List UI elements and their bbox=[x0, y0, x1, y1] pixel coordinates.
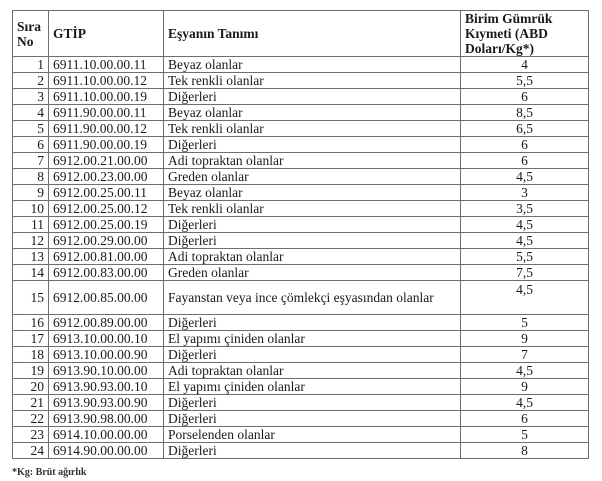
row-number: 23 bbox=[13, 427, 49, 443]
gtip-code: 6912.00.25.00.19 bbox=[49, 217, 164, 233]
row-number: 4 bbox=[13, 105, 49, 121]
table-row bbox=[13, 427, 589, 443]
table-row bbox=[13, 169, 589, 185]
customs-value-table bbox=[12, 10, 589, 459]
gtip-code: 6913.10.00.00.10 bbox=[49, 331, 164, 347]
table-row bbox=[13, 411, 589, 427]
description: Tek renkli olanlar bbox=[164, 73, 461, 89]
description: Diğerleri bbox=[164, 233, 461, 249]
table-row bbox=[13, 265, 589, 281]
unit-value: 5,5 bbox=[461, 249, 589, 265]
description: Diğerleri bbox=[164, 411, 461, 427]
unit-value: 7 bbox=[461, 347, 589, 363]
gtip-code: 6912.00.25.00.11 bbox=[49, 185, 164, 201]
row-number: 6 bbox=[13, 137, 49, 153]
gtip-code: 6912.00.85.00.00 bbox=[49, 281, 164, 315]
gtip-code: 6911.10.00.00.11 bbox=[49, 57, 164, 73]
row-number: 7 bbox=[13, 153, 49, 169]
table-row bbox=[13, 379, 589, 395]
row-number: 1 bbox=[13, 57, 49, 73]
gtip-code: 6913.90.93.00.90 bbox=[49, 395, 164, 411]
description: Adi topraktan olanlar bbox=[164, 249, 461, 265]
unit-value: 6 bbox=[461, 89, 589, 105]
unit-value: 6 bbox=[461, 411, 589, 427]
table-row bbox=[13, 73, 589, 89]
gtip-code: 6913.90.10.00.00 bbox=[49, 363, 164, 379]
unit-value: 4 bbox=[461, 57, 589, 73]
table-row bbox=[13, 443, 589, 459]
gtip-code: 6911.10.00.00.19 bbox=[49, 89, 164, 105]
gtip-code: 6913.10.00.00.90 bbox=[49, 347, 164, 363]
description: Diğerleri bbox=[164, 443, 461, 459]
description: Tek renkli olanlar bbox=[164, 201, 461, 217]
unit-value: 5,5 bbox=[461, 73, 589, 89]
unit-value: 3 bbox=[461, 185, 589, 201]
table-row bbox=[13, 105, 589, 121]
row-number: 15 bbox=[13, 281, 49, 315]
gtip-code: 6911.10.00.00.12 bbox=[49, 73, 164, 89]
gtip-code: 6912.00.29.00.00 bbox=[49, 233, 164, 249]
table-row bbox=[13, 57, 589, 73]
gtip-code: 6911.90.00.00.19 bbox=[49, 137, 164, 153]
unit-value: 6,5 bbox=[461, 121, 589, 137]
table-row bbox=[13, 331, 589, 347]
gtip-code: 6913.90.98.00.00 bbox=[49, 411, 164, 427]
header-unit-customs-value: Birim Gümrük Kıymeti (ABD Doları/Kg*) bbox=[461, 11, 589, 57]
description: Diğerleri bbox=[164, 137, 461, 153]
table-row bbox=[13, 249, 589, 265]
gtip-code: 6912.00.81.00.00 bbox=[49, 249, 164, 265]
row-number: 5 bbox=[13, 121, 49, 137]
row-number: 11 bbox=[13, 217, 49, 233]
description: Diğerleri bbox=[164, 89, 461, 105]
description: Greden olanlar bbox=[164, 169, 461, 185]
unit-value: 4,5 bbox=[461, 169, 589, 185]
row-number: 16 bbox=[13, 315, 49, 331]
table-row bbox=[13, 281, 589, 315]
description: Diğerleri bbox=[164, 395, 461, 411]
unit-value: 7,5 bbox=[461, 265, 589, 281]
row-number: 12 bbox=[13, 233, 49, 249]
gtip-code: 6912.00.25.00.12 bbox=[49, 201, 164, 217]
table-row bbox=[13, 185, 589, 201]
description: Porselenden olanlar bbox=[164, 427, 461, 443]
table-row bbox=[13, 315, 589, 331]
unit-value: 5 bbox=[461, 427, 589, 443]
gtip-code: 6914.90.00.00.00 bbox=[49, 443, 164, 459]
unit-value: 6 bbox=[461, 137, 589, 153]
row-number: 13 bbox=[13, 249, 49, 265]
row-number: 17 bbox=[13, 331, 49, 347]
description: Beyaz olanlar bbox=[164, 105, 461, 121]
unit-value: 9 bbox=[461, 379, 589, 395]
row-number: 3 bbox=[13, 89, 49, 105]
unit-value: 5 bbox=[461, 315, 589, 331]
footnote: *Kg: Brüt ağırlık bbox=[12, 467, 87, 478]
table-row bbox=[13, 395, 589, 411]
header-description: Eşyanın Tanımı bbox=[164, 11, 461, 57]
unit-value: 3,5 bbox=[461, 201, 589, 217]
gtip-code: 6912.00.23.00.00 bbox=[49, 169, 164, 185]
table-body bbox=[13, 57, 589, 459]
unit-value: 9 bbox=[461, 331, 589, 347]
description: Beyaz olanlar bbox=[164, 57, 461, 73]
description: Tek renkli olanlar bbox=[164, 121, 461, 137]
description: Greden olanlar bbox=[164, 265, 461, 281]
row-number: 9 bbox=[13, 185, 49, 201]
table-row bbox=[13, 347, 589, 363]
unit-value: 8,5 bbox=[461, 105, 589, 121]
table-row bbox=[13, 201, 589, 217]
description: Diğerleri bbox=[164, 217, 461, 233]
description: Adi topraktan olanlar bbox=[164, 153, 461, 169]
gtip-code: 6913.90.93.00.10 bbox=[49, 379, 164, 395]
table-row bbox=[13, 233, 589, 249]
unit-value: 4,5 bbox=[461, 395, 589, 411]
row-number: 14 bbox=[13, 265, 49, 281]
row-number: 10 bbox=[13, 201, 49, 217]
gtip-code: 6912.00.83.00.00 bbox=[49, 265, 164, 281]
description: Diğerleri bbox=[164, 315, 461, 331]
header-gtip: GTİP bbox=[49, 11, 164, 57]
row-number: 24 bbox=[13, 443, 49, 459]
row-number: 2 bbox=[13, 73, 49, 89]
row-number: 8 bbox=[13, 169, 49, 185]
description: Beyaz olanlar bbox=[164, 185, 461, 201]
table-row bbox=[13, 217, 589, 233]
description: El yapımı çiniden olanlar bbox=[164, 331, 461, 347]
description: Diğerleri bbox=[164, 347, 461, 363]
row-number: 22 bbox=[13, 411, 49, 427]
row-number: 21 bbox=[13, 395, 49, 411]
gtip-code: 6911.90.00.00.11 bbox=[49, 105, 164, 121]
unit-value: 4,5 bbox=[461, 233, 589, 249]
unit-value: 4,5 bbox=[461, 363, 589, 379]
table-row bbox=[13, 89, 589, 105]
row-number: 20 bbox=[13, 379, 49, 395]
table-header-row bbox=[13, 11, 589, 57]
unit-value: 4,5 bbox=[461, 281, 589, 315]
description: El yapımı çiniden olanlar bbox=[164, 379, 461, 395]
table-row bbox=[13, 121, 589, 137]
row-number: 18 bbox=[13, 347, 49, 363]
gtip-code: 6912.00.89.00.00 bbox=[49, 315, 164, 331]
unit-value: 8 bbox=[461, 443, 589, 459]
gtip-code: 6914.10.00.00.00 bbox=[49, 427, 164, 443]
table-row bbox=[13, 137, 589, 153]
description: Adi topraktan olanlar bbox=[164, 363, 461, 379]
description: Fayanstan veya ince çömlekçi eşyasından olanlar bbox=[164, 281, 461, 315]
gtip-code: 6911.90.00.00.12 bbox=[49, 121, 164, 137]
unit-value: 4,5 bbox=[461, 217, 589, 233]
gtip-code: 6912.00.21.00.00 bbox=[49, 153, 164, 169]
unit-value: 6 bbox=[461, 153, 589, 169]
row-number: 19 bbox=[13, 363, 49, 379]
header-sira-no: Sıra No bbox=[13, 11, 49, 57]
table-row bbox=[13, 153, 589, 169]
table-row bbox=[13, 363, 589, 379]
